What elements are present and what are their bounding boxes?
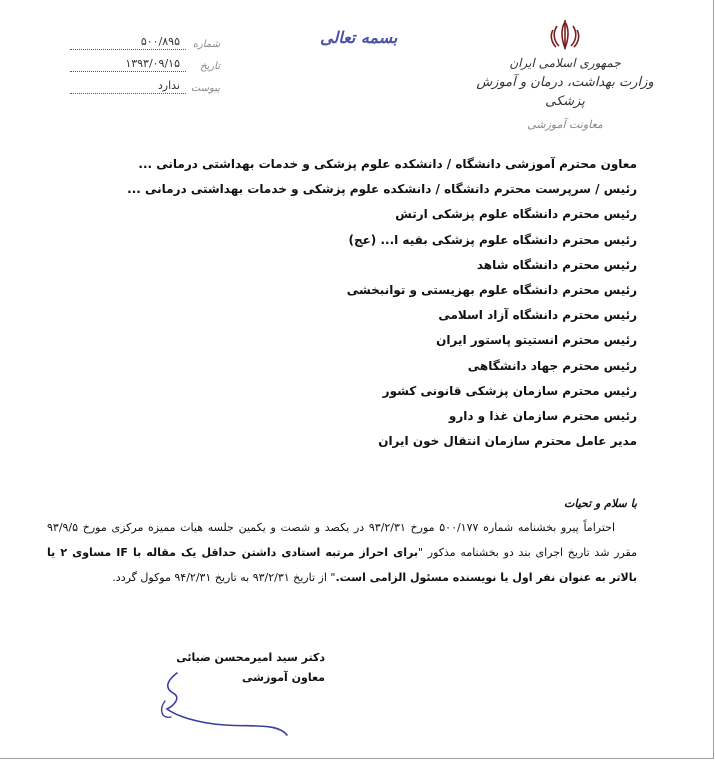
deputy-name: معاونت آموزشی: [527, 118, 603, 131]
recipient-line: رئیس محترم دانشگاه علوم بهزیستی و توانبخشی: [346, 283, 637, 298]
body-bold-clause: برای احراز مرتبه استادی داشتن حداقل یک مقاله با IF مساوی ۲ یا بالاتر به عنوان نفر اول یا نویسنده مسئول الزامی است.: [47, 546, 637, 584]
body-part-2: " از تاریخ ۹۳/۲/۳۱ به تاریخ ۹۴/۲/۳۱ موکول گردد.: [112, 571, 336, 584]
signer-title: معاون آموزشی: [242, 671, 325, 684]
attachment-value: ندارد: [70, 79, 186, 94]
number-value: ۵۰۰/۸۹۵: [70, 35, 186, 50]
body-part-1: احتراماً پیرو بخشنامه شماره ۵۰۰/۱۷۷ مورخ ۹۳/۲/۳۱ در یکصد و شصت و یکمین جلسه هیات ممیزه مرکزی مورخ ۹۳/۹/۵ مقرر شد تاریخ اجرای بند دو بخشنامه مذکور ": [47, 521, 637, 559]
recipient-line: رئیس محترم سازمان غذا و دارو: [448, 409, 637, 424]
letterhead: [455, 18, 675, 134]
iran-emblem-icon: [547, 18, 583, 52]
handwritten-signature: [155, 665, 295, 745]
letter-body: [47, 515, 637, 590]
recipient-line: رئیس / سرپرست محترم دانشگاه / دانشکده علوم پزشکی و خدمات بهداشتی درمانی ...: [127, 182, 637, 197]
country-name: جمهوری اسلامی ایران: [509, 56, 621, 70]
meta-date-row: [70, 50, 220, 72]
recipient-line: رئیس محترم جهاد دانشگاهی: [467, 358, 637, 373]
attachment-label: پیوست: [190, 83, 220, 94]
meta-attachment-row: [70, 72, 220, 94]
signer-name: دکتر سید امیرمحسن ضیائی: [176, 651, 325, 664]
bismillah-heading: بسمه تعالی: [320, 28, 398, 47]
date-value: ۱۳۹۳/۰۹/۱۵: [70, 57, 186, 72]
salutation: با سلام و تحیات: [564, 497, 637, 510]
number-label: شماره: [192, 39, 220, 50]
recipient-line: رئیس محترم دانشگاه آزاد اسلامی: [438, 308, 637, 323]
recipient-line: مدیر عامل محترم سازمان انتقال خون ایران: [378, 434, 637, 449]
meta-number-row: [70, 28, 220, 50]
recipient-line: رئیس محترم دانشگاه علوم پزشکی ارتش: [395, 207, 637, 222]
recipient-line: رئیس محترم سازمان پزشکی قانونی کشور: [382, 383, 637, 398]
recipient-line: رئیس محترم دانشگاه علوم پزشکی بقیه ا... (عج): [348, 232, 637, 247]
recipient-line: معاون محترم آموزشی دانشگاه / دانشکده علوم پزشکی و خدمات بهداشتی درمانی ...: [138, 157, 637, 171]
recipients-list: [117, 152, 637, 454]
recipient-line: رئیس محترم انستیتو پاستور ایران: [436, 333, 637, 348]
ministry-name: وزارت بهداشت، درمان و آموزش پزشکی: [476, 75, 654, 109]
letter-meta: [70, 28, 220, 94]
recipient-line: رئیس محترم دانشگاه شاهد: [476, 257, 637, 272]
date-label: تاریخ: [200, 61, 220, 72]
